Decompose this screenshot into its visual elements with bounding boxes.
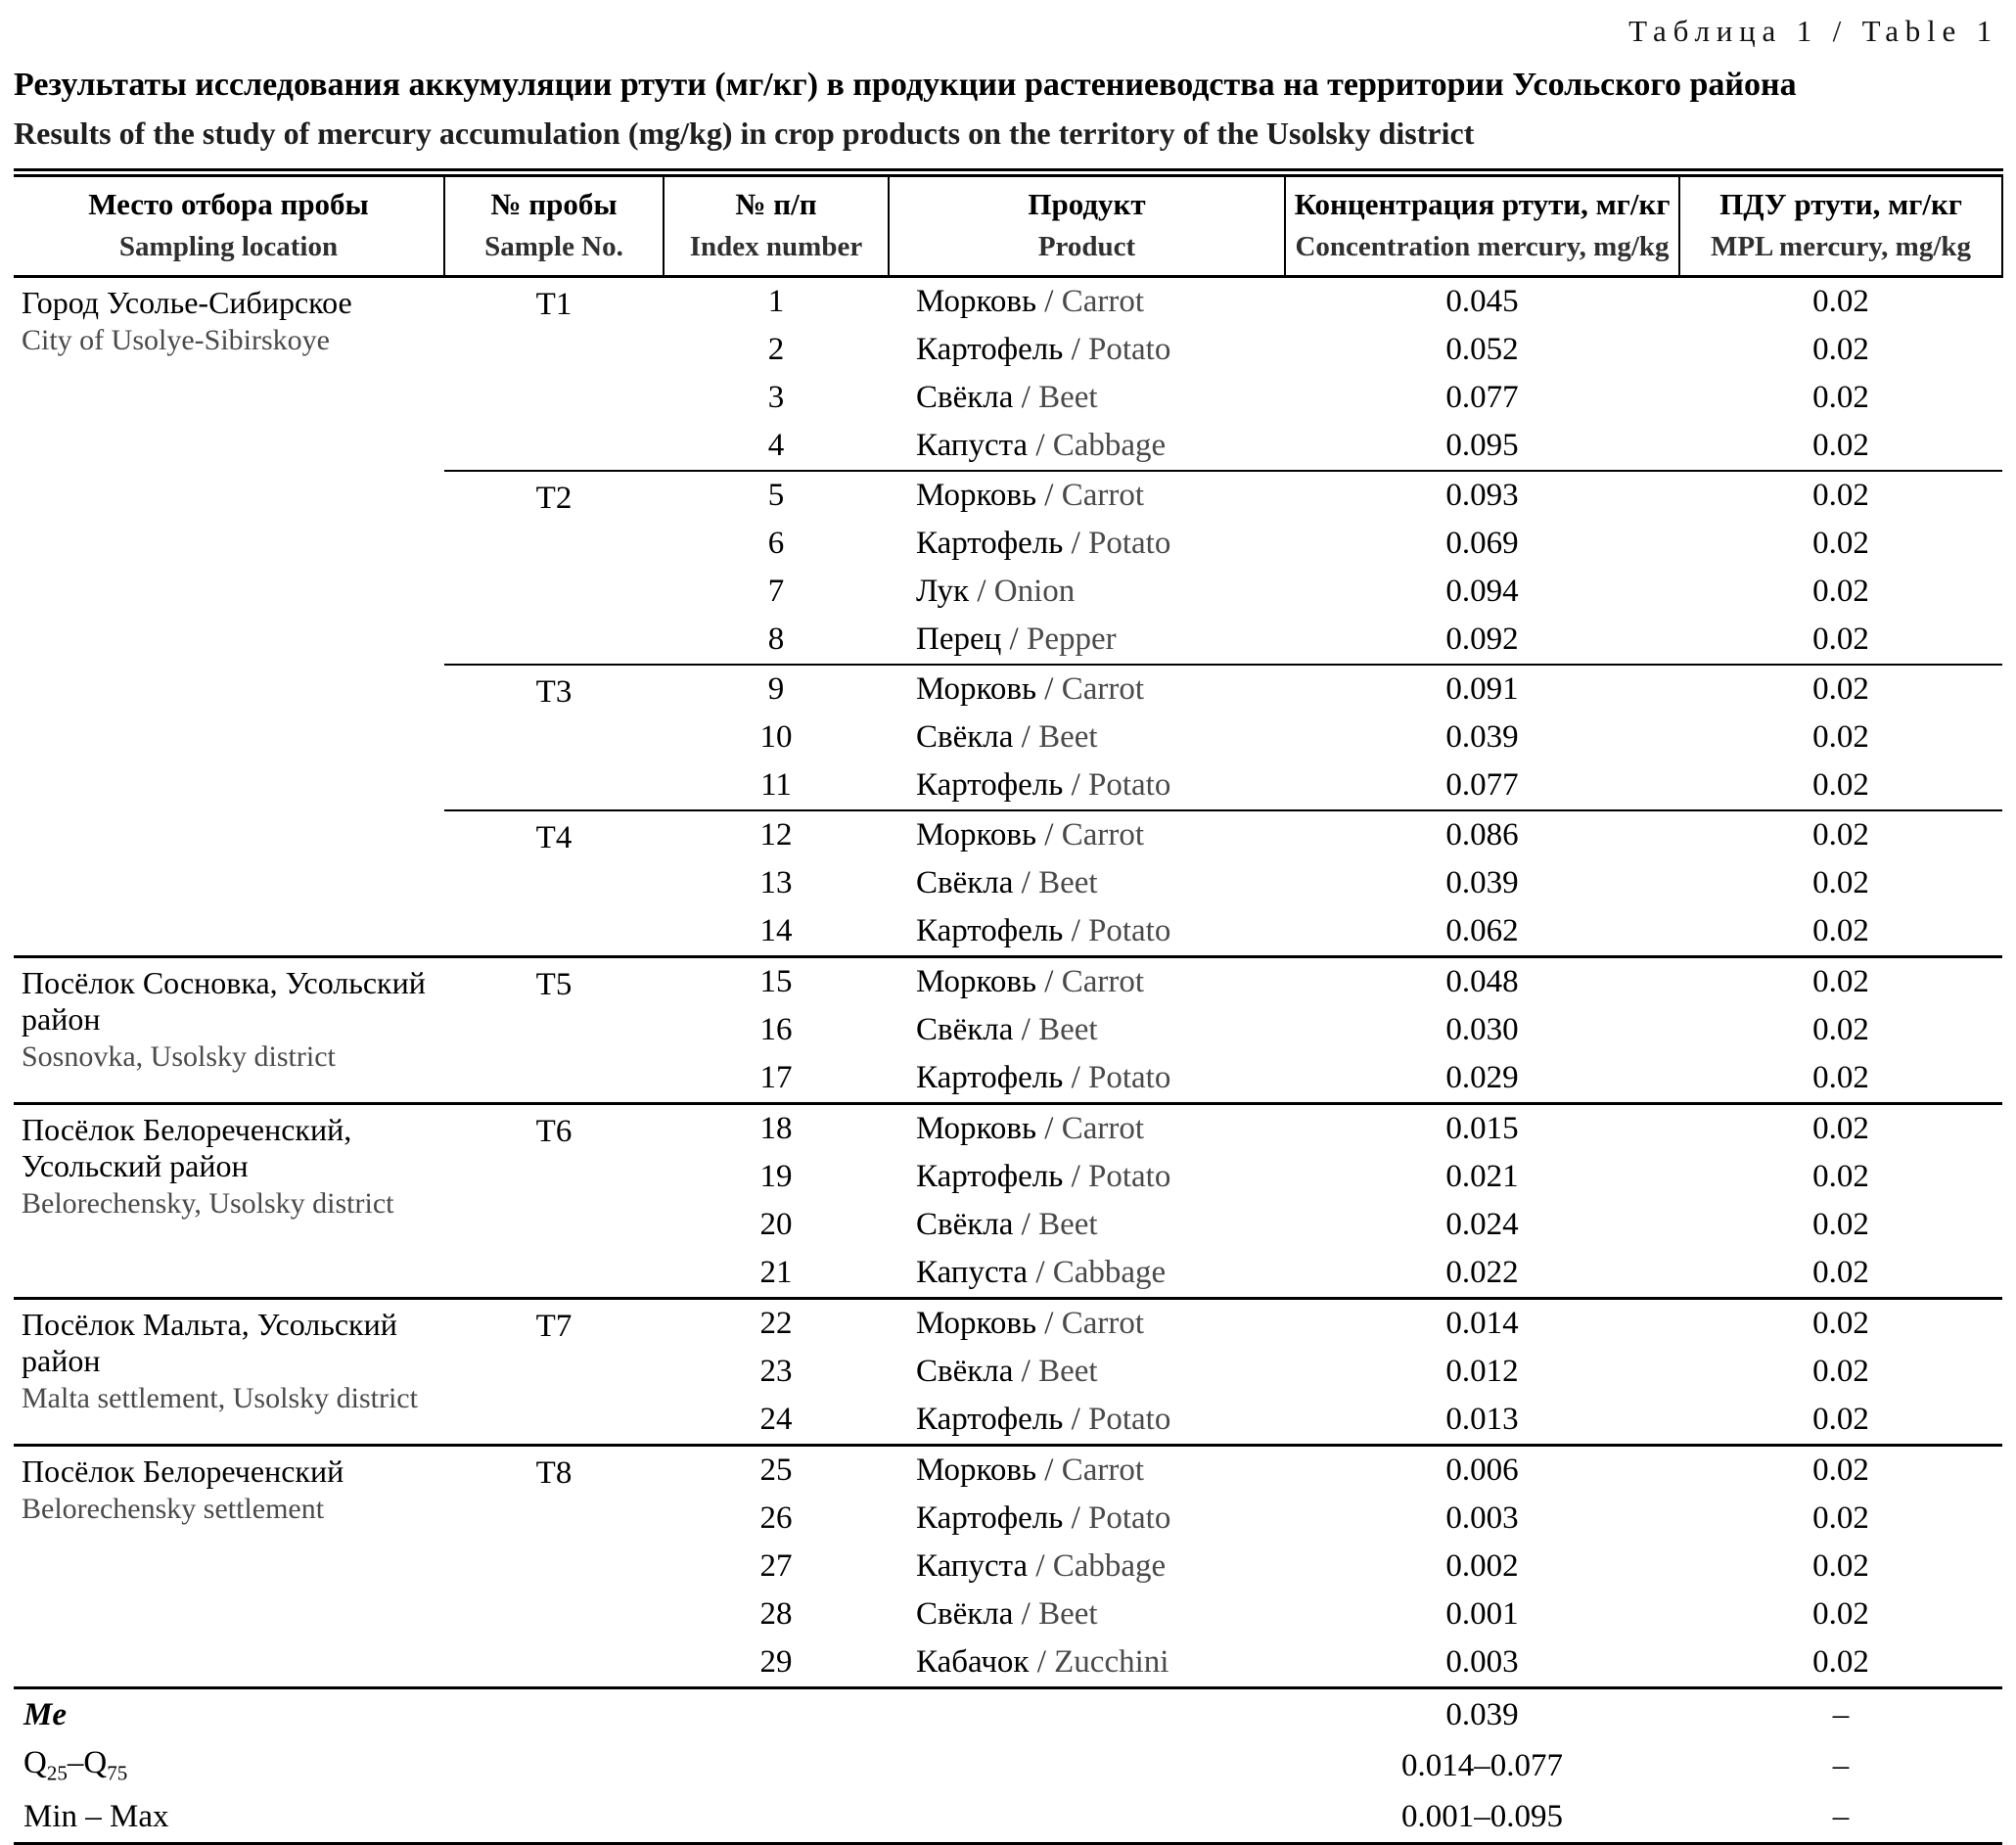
location-name-ru: Город Усолье-Сибирское	[22, 285, 352, 320]
product-cell	[889, 277, 1285, 327]
header-mpl-ru: ПДУ ртути, мг/кг	[1719, 187, 1962, 221]
header-index-en: Index number	[689, 231, 863, 262]
stat-mpl-me: –	[1832, 1696, 1850, 1732]
concentration-cell: 0.012	[1445, 1354, 1519, 1389]
stat-value-quartiles: 0.014–0.077	[1401, 1747, 1563, 1783]
header-index	[664, 173, 889, 277]
index-cell: 4	[664, 422, 889, 471]
stat-mpl-quartiles: –	[1832, 1747, 1850, 1783]
product-name-en: Potato	[1088, 332, 1171, 367]
product-separator: /	[1063, 1159, 1088, 1194]
product-name-ru: Картофель	[916, 1159, 1064, 1194]
mpl-cell: 0.02	[1812, 719, 1869, 755]
product-name-en: Beet	[1038, 865, 1098, 900]
concentration-cell: 0.045	[1445, 284, 1519, 319]
product-name-ru: Морковь	[916, 817, 1037, 853]
index-cell: 8	[664, 616, 889, 665]
table-row	[14, 1299, 2002, 1349]
index-cell: 18	[759, 1111, 793, 1146]
product-name-ru: Морковь	[916, 1306, 1037, 1341]
product-separator: /	[1013, 1354, 1039, 1389]
mpl-cell: 0.02	[1812, 1159, 1869, 1194]
product-cell	[889, 326, 1285, 374]
product-name-en: Potato	[1088, 1402, 1171, 1437]
header-sample-ru: № пробы	[490, 187, 618, 221]
index-cell: 24	[664, 1396, 889, 1446]
mpl-cell: 0.02	[1812, 284, 1869, 319]
location-cell	[14, 1446, 444, 1688]
product-separator: /	[1036, 1453, 1062, 1488]
product-separator: /	[1063, 1500, 1088, 1536]
product-name-en: Carrot	[1061, 284, 1144, 319]
product-name-ru: Морковь	[916, 964, 1037, 999]
product-name-ru: Морковь	[916, 1111, 1037, 1146]
sample-id-cell: Т1	[444, 277, 664, 472]
index-cell: 22	[759, 1306, 793, 1341]
table-row	[14, 1104, 2002, 1154]
concentration-cell: 0.091	[1445, 671, 1519, 707]
concentration-cell: 0.006	[1445, 1453, 1519, 1488]
location-name-ru: Посёлок Белореченский	[22, 1453, 344, 1489]
mpl-cell: 0.02	[1679, 1054, 2002, 1104]
location-cell	[14, 1299, 444, 1446]
stat-label-minmax: Min – Max	[23, 1798, 169, 1834]
index-cell: 27	[759, 1548, 793, 1584]
product-separator: /	[1013, 865, 1039, 900]
concentration-cell: 0.002	[1445, 1548, 1519, 1584]
table-row	[14, 277, 2002, 327]
mpl-cell: 0.02	[1812, 1354, 1869, 1389]
concentration-cell: 0.077	[1445, 380, 1519, 415]
product-cell	[889, 1104, 1285, 1154]
mpl-cell: 0.02	[1679, 761, 2002, 810]
product-separator: /	[1013, 1596, 1039, 1632]
concentration-cell: 0.003	[1445, 1500, 1519, 1536]
location-name-en: Belorechensky, Usolsky district	[22, 1187, 394, 1220]
product-name-en: Carrot	[1061, 1306, 1144, 1341]
product-name-en: Potato	[1088, 1159, 1171, 1194]
mpl-cell: 0.02	[1812, 671, 1869, 707]
product-name-ru: Морковь	[916, 1453, 1037, 1488]
header-location-ru: Место отбора пробы	[88, 187, 369, 221]
product-name-en: Potato	[1088, 913, 1171, 948]
product-separator: /	[1028, 428, 1053, 463]
mpl-cell: 0.02	[1812, 964, 1869, 999]
product-cell	[889, 1054, 1285, 1104]
product-name-ru: Свёкла	[916, 1012, 1014, 1047]
product-separator: /	[1013, 380, 1039, 415]
concentration-cell: 0.086	[1445, 817, 1519, 853]
index-cell: 6	[767, 526, 785, 561]
mpl-cell: 0.02	[1812, 526, 1869, 561]
summary-row-quartiles	[14, 1740, 2002, 1791]
concentration-cell: 0.022	[1285, 1249, 1679, 1299]
summary-row-me	[14, 1688, 2002, 1741]
product-name-en: Zucchini	[1054, 1644, 1169, 1680]
product-name-en: Beet	[1038, 1207, 1098, 1242]
product-cell	[889, 665, 1285, 714]
product-separator: /	[1063, 913, 1088, 948]
product-separator: /	[1013, 719, 1039, 755]
product-name-en: Carrot	[1061, 478, 1144, 513]
product-name-ru: Свёкла	[916, 719, 1014, 755]
product-name-ru: Морковь	[916, 671, 1037, 707]
concentration-cell: 0.021	[1445, 1159, 1519, 1194]
product-cell	[889, 761, 1285, 810]
product-name-ru: Свёкла	[916, 1207, 1014, 1242]
product-name-ru: Свёкла	[916, 1596, 1014, 1632]
product-cell	[889, 1006, 1285, 1054]
header-product-ru: Продукт	[1028, 187, 1146, 221]
location-cell	[14, 957, 444, 1104]
stat-label-me	[14, 1688, 1285, 1741]
product-separator: /	[1001, 622, 1027, 657]
index-cell: 19	[759, 1159, 793, 1194]
mpl-cell: 0.02	[1679, 1249, 2002, 1299]
mpl-cell: 0.02	[1812, 1306, 1869, 1341]
table-caption: Таблица 1 / Table 1	[1628, 14, 1998, 48]
sample-id-cell: Т6	[444, 1104, 664, 1299]
concentration-cell: 0.093	[1445, 478, 1519, 513]
product-cell	[889, 859, 1285, 907]
table-row	[14, 1446, 2002, 1496]
product-cell	[889, 1299, 1285, 1349]
q75-base: Q	[83, 1745, 108, 1781]
product-name-ru: Морковь	[916, 478, 1037, 513]
concentration-cell: 0.039	[1445, 865, 1519, 900]
mpl-cell: 0.02	[1679, 616, 2002, 665]
mpl-cell: 0.02	[1812, 1548, 1869, 1584]
product-name-en: Potato	[1088, 1060, 1171, 1095]
product-name-en: Cabbage	[1052, 428, 1167, 463]
product-name-en: Beet	[1038, 380, 1098, 415]
index-cell: 20	[759, 1207, 793, 1242]
q25-base: Q	[23, 1745, 47, 1781]
product-separator: /	[1036, 964, 1062, 999]
stat-value-minmax: 0.001–0.095	[1401, 1798, 1563, 1834]
product-separator: /	[1063, 332, 1088, 367]
concentration-cell: 0.030	[1445, 1012, 1519, 1047]
mpl-cell: 0.02	[1812, 478, 1869, 513]
product-separator: /	[1036, 284, 1062, 319]
header-concentration-en: Concentration mercury, mg/kg	[1295, 231, 1670, 262]
product-separator: /	[1028, 1548, 1053, 1584]
q75-sub: 75	[107, 1761, 128, 1785]
q25-sub: 25	[46, 1761, 68, 1785]
concentration-cell: 0.013	[1285, 1396, 1679, 1446]
product-name-en: Pepper	[1026, 622, 1117, 657]
sample-id-cell: Т2	[444, 471, 664, 665]
mpl-cell: 0.02	[1679, 1396, 2002, 1446]
product-separator: /	[1063, 1060, 1088, 1095]
concentration-cell: 0.069	[1445, 526, 1519, 561]
concentration-cell: 0.092	[1285, 616, 1679, 665]
mpl-cell: 0.02	[1812, 380, 1869, 415]
location-name-ru: Посёлок Мальта, Усольский район	[22, 1307, 397, 1378]
mpl-cell: 0.02	[1812, 817, 1869, 853]
sample-id-cell: Т3	[444, 665, 664, 810]
index-cell: 15	[759, 964, 793, 999]
product-name-en: Beet	[1038, 1596, 1098, 1632]
product-name-ru: Капуста	[916, 1255, 1029, 1290]
concentration-cell: 0.062	[1285, 907, 1679, 957]
index-cell: 11	[664, 761, 889, 810]
product-name-ru: Картофель	[916, 1500, 1064, 1536]
product-separator: /	[1028, 1255, 1053, 1290]
product-separator: /	[1036, 817, 1062, 853]
me-label: Me	[23, 1696, 67, 1732]
sample-id-cell: Т5	[444, 957, 664, 1104]
product-separator: /	[1036, 671, 1062, 707]
product-separator: /	[1063, 1402, 1088, 1437]
index-cell: 10	[759, 719, 793, 755]
header-product	[889, 173, 1285, 277]
product-cell	[889, 1543, 1285, 1591]
concentration-cell: 0.094	[1445, 574, 1519, 609]
product-cell	[889, 471, 1285, 520]
q-dash: –	[67, 1745, 84, 1781]
concentration-cell: 0.024	[1445, 1207, 1519, 1242]
product-separator: /	[969, 574, 994, 609]
location-name-en: Belorechensky settlement	[22, 1493, 325, 1525]
concentration-cell: 0.039	[1445, 719, 1519, 755]
header-location	[14, 173, 444, 277]
location-cell	[14, 277, 444, 957]
product-name-en: Carrot	[1061, 671, 1144, 707]
table-title-en: Results of the study of mercury accumulation (mg/kg) in crop products on the territory of the Usolsky district	[14, 115, 1475, 151]
index-cell: 12	[759, 817, 793, 853]
header-product-en: Product	[1037, 231, 1136, 262]
mpl-cell: 0.02	[1812, 1596, 1869, 1632]
mpl-cell: 0.02	[1812, 574, 1869, 609]
index-cell: 3	[767, 380, 785, 415]
index-cell: 25	[759, 1453, 793, 1488]
mpl-cell: 0.02	[1812, 865, 1869, 900]
product-name-en: Beet	[1038, 1354, 1098, 1389]
product-cell	[889, 957, 1285, 1007]
location-name-en: City of Usolye-Sibirskoye	[22, 324, 330, 356]
mpl-cell: 0.02	[1812, 1012, 1869, 1047]
index-cell: 28	[759, 1596, 793, 1632]
stat-label-quartiles	[14, 1740, 1285, 1791]
product-name-ru: Лук	[916, 574, 970, 609]
product-cell	[889, 1495, 1285, 1543]
product-cell	[889, 1249, 1285, 1299]
mpl-cell: 0.02	[1812, 1453, 1869, 1488]
product-cell	[889, 520, 1285, 568]
product-name-ru: Картофель	[916, 767, 1064, 803]
product-name-en: Beet	[1038, 1012, 1098, 1047]
product-name-ru: Капуста	[916, 1548, 1029, 1584]
sample-id-cell: Т4	[444, 810, 664, 957]
index-cell: 23	[759, 1354, 793, 1389]
table-title-ru: Результаты исследования аккумуляции ртути (мг/кг) в продукции растениеводства на территории Усольского района	[14, 67, 1797, 103]
index-cell: 29	[664, 1638, 889, 1688]
table-row	[14, 957, 2002, 1007]
index-cell: 14	[664, 907, 889, 957]
concentration-cell: 0.048	[1445, 964, 1519, 999]
product-cell	[889, 1446, 1285, 1496]
product-name-ru: Капуста	[916, 428, 1029, 463]
header-sample-en: Sample No.	[484, 231, 623, 262]
index-cell: 16	[759, 1012, 793, 1047]
concentration-cell: 0.014	[1445, 1306, 1519, 1341]
location-name-en: Malta settlement, Usolsky district	[22, 1382, 418, 1414]
mpl-cell: 0.02	[1679, 1638, 2002, 1688]
stat-value-me: 0.039	[1445, 1696, 1519, 1732]
product-name-ru: Перец	[916, 622, 1002, 657]
product-name-ru: Свёкла	[916, 380, 1014, 415]
location-cell	[14, 1104, 444, 1299]
location-name-en: Sosnovka, Usolsky district	[22, 1040, 336, 1073]
concentration-cell: 0.052	[1445, 332, 1519, 367]
product-cell	[889, 374, 1285, 422]
product-separator: /	[1036, 478, 1062, 513]
table-header	[14, 173, 2002, 277]
header-index-ru: № п/п	[735, 187, 817, 221]
header-row	[14, 173, 2002, 277]
mpl-cell: 0.02	[1679, 422, 2002, 471]
header-mpl-en: MPL mercury, mg/kg	[1710, 231, 1972, 262]
mpl-cell: 0.02	[1679, 907, 2002, 957]
location-name-ru: Посёлок Белореченский, Усольский район	[22, 1112, 352, 1183]
product-separator: /	[1063, 767, 1088, 803]
product-name-ru: Картофель	[916, 1402, 1064, 1437]
product-name-en: Beet	[1038, 719, 1098, 755]
table-body	[14, 277, 2002, 1688]
product-separator: /	[1063, 526, 1088, 561]
product-separator: /	[1036, 1111, 1062, 1146]
product-name-en: Cabbage	[1052, 1548, 1167, 1584]
index-cell: 1	[767, 284, 785, 319]
mpl-cell: 0.02	[1812, 332, 1869, 367]
header-concentration-ru: Концентрация ртути, мг/кг	[1294, 187, 1671, 221]
product-cell	[889, 714, 1285, 761]
sample-id-cell: Т8	[444, 1446, 664, 1688]
stat-mpl-minmax: –	[1832, 1798, 1850, 1834]
product-cell	[889, 1348, 1285, 1396]
product-name-ru: Свёкла	[916, 1354, 1014, 1389]
header-location-en: Sampling location	[118, 231, 339, 262]
product-name-en: Onion	[993, 574, 1076, 609]
product-name-ru: Свёкла	[916, 865, 1014, 900]
product-cell	[889, 568, 1285, 616]
index-cell: 17	[664, 1054, 889, 1104]
product-separator: /	[1036, 1306, 1062, 1341]
product-name-ru: Картофель	[916, 913, 1064, 948]
concentration-cell: 0.029	[1285, 1054, 1679, 1104]
product-name-en: Potato	[1088, 1500, 1171, 1536]
product-separator: /	[1013, 1012, 1039, 1047]
location-name-ru: Посёлок Сосновка, Усольский район	[22, 965, 426, 1037]
product-cell	[889, 422, 1285, 471]
index-cell: 5	[767, 478, 785, 513]
mpl-cell: 0.02	[1812, 1500, 1869, 1536]
sample-id-cell: Т7	[444, 1299, 664, 1446]
product-cell	[889, 907, 1285, 957]
index-cell: 26	[759, 1500, 793, 1536]
product-name-en: Carrot	[1061, 964, 1144, 999]
concentration-cell: 0.077	[1285, 761, 1679, 810]
index-cell: 7	[767, 574, 785, 609]
product-name-en: Carrot	[1061, 1453, 1144, 1488]
product-cell	[889, 810, 1285, 859]
mpl-cell: 0.02	[1812, 1207, 1869, 1242]
index-cell: 2	[767, 332, 785, 367]
index-cell: 9	[767, 671, 785, 707]
mpl-cell: 0.02	[1812, 1111, 1869, 1146]
summary-row-minmax	[14, 1791, 2002, 1844]
product-separator: /	[1013, 1207, 1039, 1242]
product-cell	[889, 1638, 1285, 1688]
concentration-cell: 0.015	[1445, 1111, 1519, 1146]
index-cell: 13	[759, 865, 793, 900]
product-cell	[889, 1591, 1285, 1638]
product-name-ru: Картофель	[916, 332, 1064, 367]
product-name-ru: Картофель	[916, 1060, 1064, 1095]
product-name-en: Potato	[1088, 767, 1171, 803]
product-cell	[889, 616, 1285, 665]
concentration-cell: 0.001	[1445, 1596, 1519, 1632]
product-name-ru: Кабачок	[916, 1644, 1030, 1680]
product-name-en: Potato	[1088, 526, 1171, 561]
concentration-cell: 0.095	[1285, 422, 1679, 471]
summary-section	[14, 1688, 2002, 1844]
index-cell: 21	[664, 1249, 889, 1299]
product-name-en: Carrot	[1061, 1111, 1144, 1146]
product-separator: /	[1029, 1644, 1055, 1680]
product-name-ru: Морковь	[916, 284, 1037, 319]
product-name-en: Cabbage	[1052, 1255, 1167, 1290]
product-name-en: Carrot	[1061, 817, 1144, 853]
product-name-ru: Картофель	[916, 526, 1064, 561]
header-concentration	[1285, 173, 1679, 277]
header-mpl	[1679, 173, 2002, 277]
product-cell	[889, 1153, 1285, 1201]
concentration-cell: 0.003	[1285, 1638, 1679, 1688]
header-sample	[444, 173, 664, 277]
product-cell	[889, 1201, 1285, 1249]
product-cell	[889, 1396, 1285, 1446]
results-table	[14, 168, 2003, 1845]
